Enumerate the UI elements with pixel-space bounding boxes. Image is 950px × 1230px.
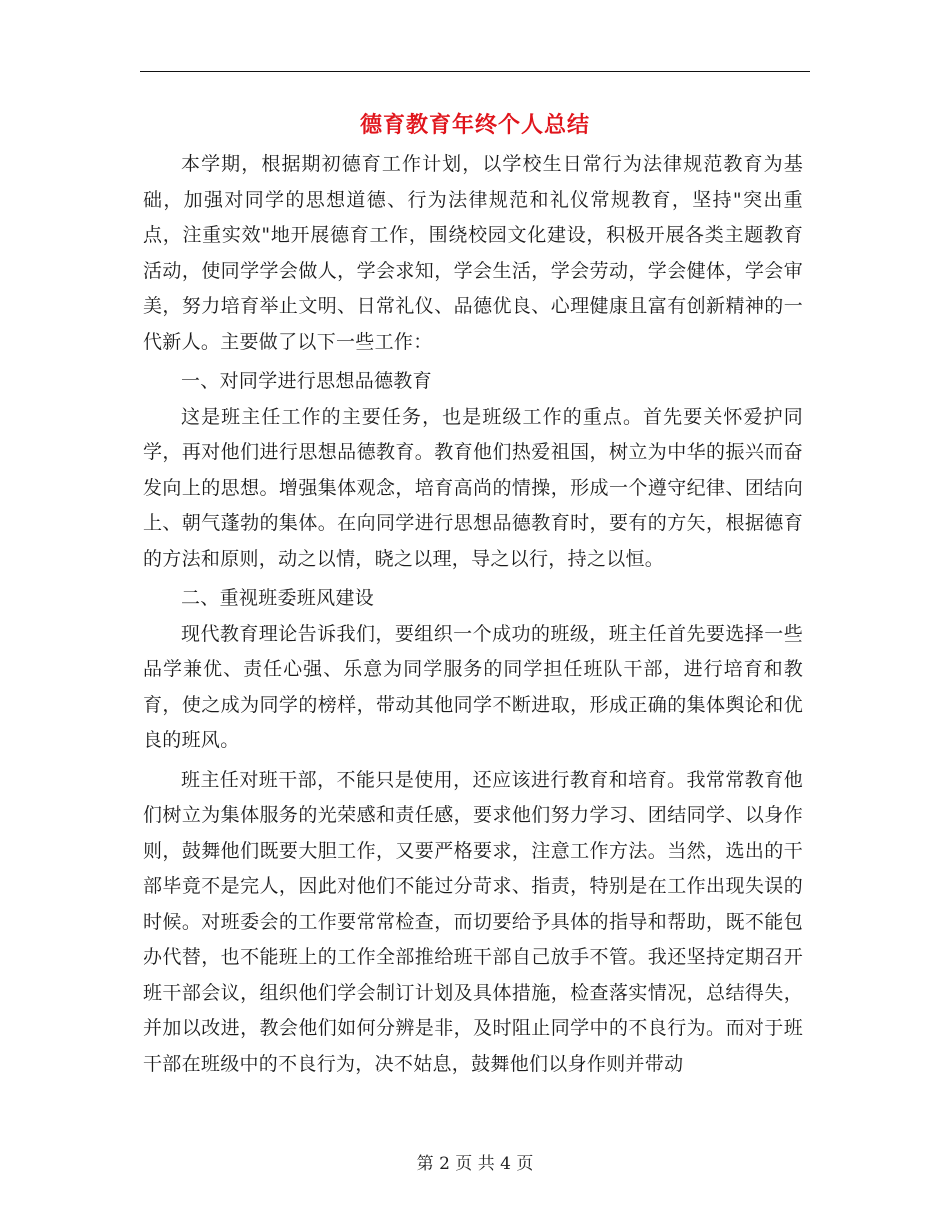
page-number: 第 2 页 共 4 页 — [416, 1154, 534, 1174]
header-rule — [140, 71, 810, 72]
document-title: 德育教育年终个人总结 — [359, 112, 590, 138]
section-heading-2: 二、重视班委班风建设 — [181, 587, 375, 609]
document-body — [143, 147, 803, 1086]
section-heading-1: 一、对同学进行思想品德教育 — [181, 370, 432, 392]
paragraph-intro: 本学期，根据期初德育工作计划，以学校生日常行为法律规范教育为基础，加强对同学的思想道德、行为法律规范和礼仪常规教育，坚持"突出重点，注重实效"地开展德育工作，围绕校园文化建设，积极开展各类主题教育活动，使同学学会做人，学会求知，学会生活，学会劳动，学会健体，学会审美，努力培育举止文明、日常礼仪、品德优良、心理健康且富有创新精神的一代新人。主要做了以下一些工作： — [143, 153, 803, 353]
paragraph-section-1: 这是班主任工作的主要任务，也是班级工作的重点。首先要关怀爱护同学，再对他们进行思想品德教育。教育他们热爱祖国，树立为中华的振兴而奋发向上的思想。增强集体观念，培育高尚的情操，形成一个遵守纪律、团结向上、朝气蓬勃的集体。在向同学进行思想品德教育时，要有的方矢，根据德育的方法和原则，动之以情，晓之以理，导之以行，持之以恒。 — [143, 405, 803, 570]
paragraph-section-2b: 班主任对班干部，不能只是使用，还应该进行教育和培育。我常常教育他们树立为集体服务的光荣感和责任感，要求他们努力学习、团结同学、以身作则，鼓舞他们既要大胆工作，又要严格要求，注意工作方法。当然，选出的干部毕竟不是完人，因此对他们不能过分苛求、指责，特别是在工作出现失误的时候。对班委会的工作要常常检查，而切要给予具体的指导和帮助，既不能包办代替，也不能班上的工作全部推给班干部自己放手不管。我还坚持定期召开班干部会议，组织他们学会制订计划及具体措施，检查落实情况，总结得失，并加以改进，教会他们如何分辨是非，及时阻止同学中的不良行为。而对于班干部在班级中的不良行为，决不姑息，鼓舞他们以身作则并带动 — [143, 768, 803, 1075]
paragraph-section-2a: 现代教育理论告诉我们，要组织一个成功的班级，班主任首先要选择一些品学兼优、责任心强、乐意为同学服务的同学担任班队干部，进行培育和教育，使之成为同学的榜样，带动其他同学不断进取，形成正确的集体舆论和优良的班风。 — [143, 622, 803, 751]
